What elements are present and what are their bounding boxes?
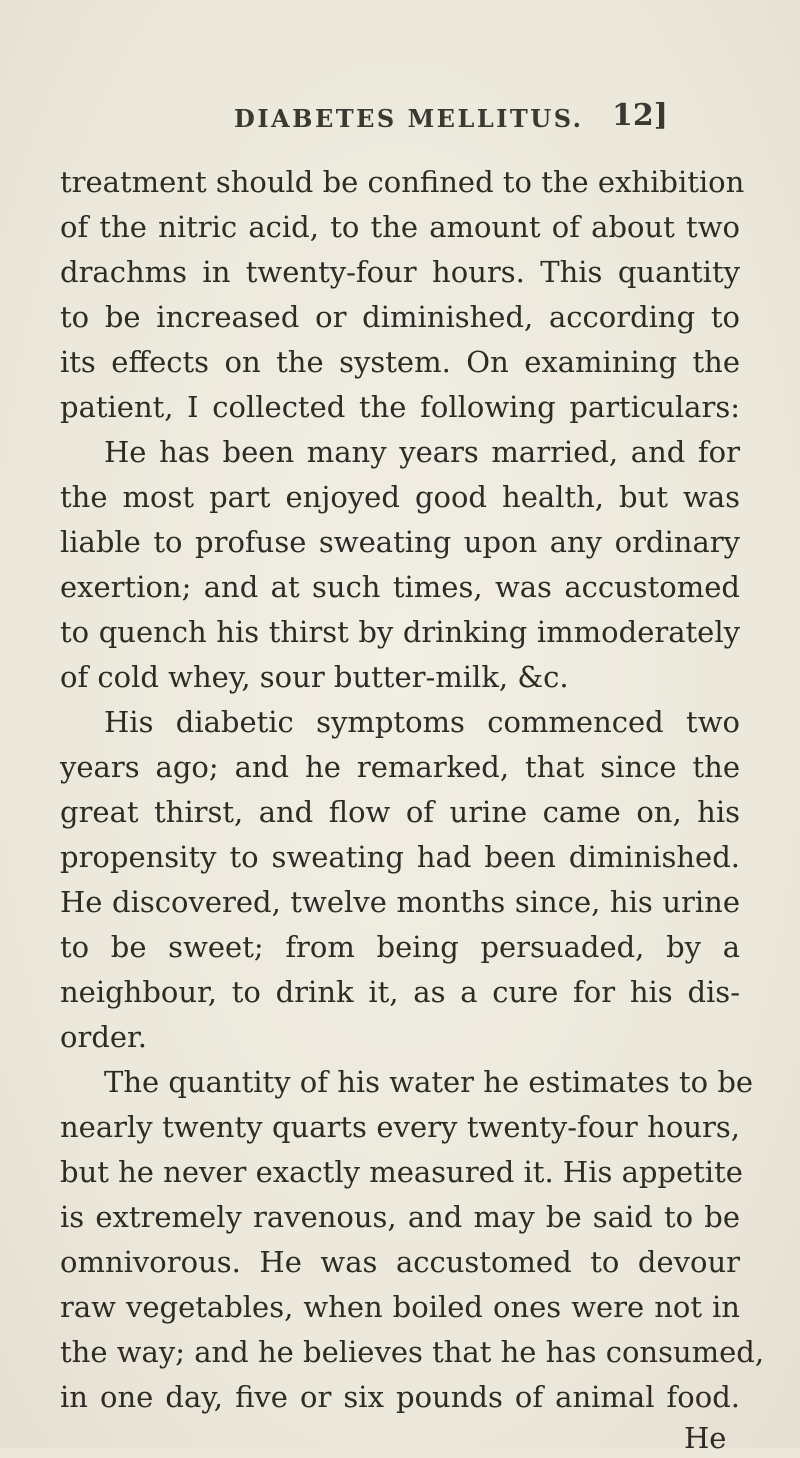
text-line: treatment should be confined to the exhibition (60, 165, 745, 199)
text-line: neighbour, to drink it, as a cure for his dis- (60, 975, 740, 1009)
running-title: DIABETES MELLITUS. (234, 104, 584, 133)
text-line: nearly twenty quarts every twenty-four hours, (60, 1110, 740, 1144)
text-line: the most part enjoyed good health, but was (60, 480, 740, 514)
text-line: great thirst, and flow of urine came on, his (60, 795, 740, 829)
text-line: raw vegetables, when boiled ones were not in (60, 1290, 740, 1324)
text-line: years ago; and he remarked, that since the (60, 750, 740, 784)
text-line: He discovered, twelve months since, his urine (60, 885, 740, 919)
text-line: exertion; and at such times, was accustomed (60, 570, 740, 604)
paragraph-first-line: The quantity of his water he estimates to be (104, 1065, 754, 1099)
text-line: of the nitric acid, to the amount of about two (60, 210, 740, 244)
page-header (0, 98, 800, 144)
text-line: but he never exactly measured it. His appetite (60, 1155, 743, 1189)
text-line: its effects on the system. On examining the (60, 345, 740, 379)
paragraph-first-line: His diabetic symptoms commenced two (104, 705, 740, 739)
text-line: to be sweet; from being persuaded, by a (60, 930, 740, 964)
text-line: drachms in twenty-four hours. This quantity (60, 255, 740, 289)
text-line: liable to profuse sweating upon any ordinary (60, 525, 740, 559)
text-line: in one day, five or six pounds of animal food. (60, 1380, 740, 1414)
paragraph-first-line: He has been many years married, and for (104, 435, 740, 469)
text-line: is extremely ravenous, and may be said to be (60, 1200, 740, 1234)
text-line: propensity to sweating had been diminished. (60, 840, 740, 874)
catchword: He (684, 1421, 727, 1455)
text-line: the way; and he believes that he has consumed, (60, 1335, 765, 1369)
paragraph-last-line: of cold whey, sour butter-milk, &c. (60, 660, 569, 694)
text-line: to be increased or diminished, according to (60, 300, 740, 334)
page-number: 12] (612, 98, 668, 133)
paragraph-last-line: order. (60, 1020, 147, 1054)
text-line: patient, I collected the following particulars: (60, 390, 740, 424)
text-line: to quench his thirst by drinking immoderately (60, 615, 740, 649)
text-line: omnivorous. He was accustomed to devour (60, 1245, 740, 1279)
